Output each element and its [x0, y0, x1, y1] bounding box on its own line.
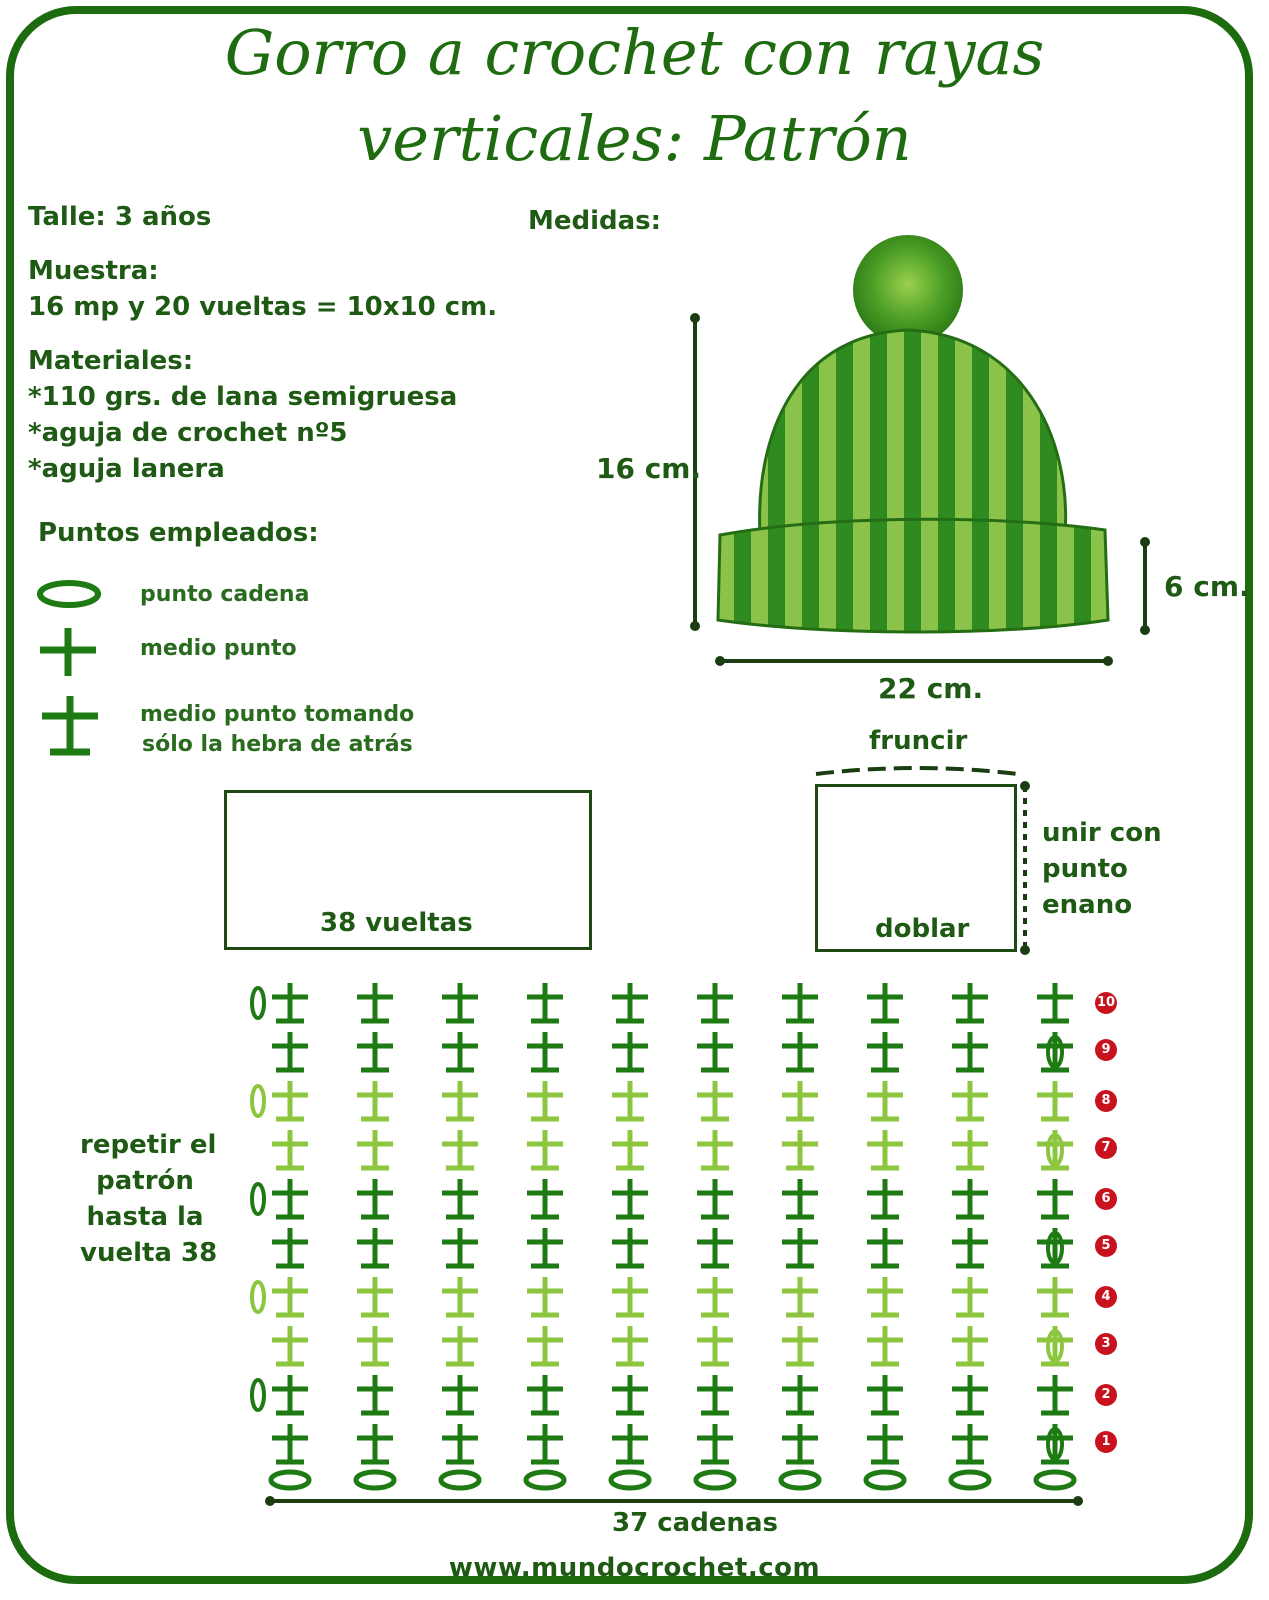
row-number-badge: 8	[1095, 1090, 1117, 1112]
page-title-line2: verticales: Patrón	[357, 102, 912, 175]
vueltas-label: 38 vueltas	[320, 908, 473, 938]
base-chain-stitch	[356, 1472, 394, 1488]
row-number-badge: 1	[1095, 1431, 1117, 1453]
page-title-line1: Gorro a crochet con rayas	[224, 16, 1045, 89]
repeat-note-3: hasta la	[86, 1202, 204, 1232]
material-item: *aguja de crochet nº5	[28, 418, 348, 448]
material-item: *aguja lanera	[28, 454, 225, 484]
back-loop-stitch-icon	[40, 694, 100, 758]
base-chain-stitch	[441, 1472, 479, 1488]
base-chain-stitch	[611, 1472, 649, 1488]
row-number-badge: 2	[1095, 1384, 1117, 1406]
base-chain-stitch	[781, 1472, 819, 1488]
doblar-label: doblar	[875, 914, 970, 944]
base-chain-stitch	[1036, 1472, 1074, 1488]
chain-oval-icon	[36, 578, 102, 610]
legend-chain-label: punto cadena	[140, 582, 310, 607]
join-note-line3: enano	[1042, 890, 1133, 920]
base-chain-stitch	[271, 1472, 309, 1488]
turning-chain	[252, 1282, 264, 1312]
row-number-badge: 3	[1095, 1333, 1117, 1355]
join-note-line1: unir con	[1042, 818, 1162, 848]
turning-chain	[252, 1086, 264, 1116]
brim-label: 6 cm.	[1164, 570, 1250, 603]
hat-illustration	[700, 235, 1140, 655]
gather-line	[812, 760, 1022, 782]
base-chain-line	[264, 1494, 1084, 1508]
base-chain-stitch	[866, 1472, 904, 1488]
width-measure-line	[714, 654, 1114, 668]
turning-chain	[252, 988, 264, 1018]
legend-title: Puntos empleados:	[38, 518, 319, 548]
turning-chain	[252, 1184, 264, 1214]
join-dotted-line	[1018, 780, 1032, 956]
height-label: 16 cm.	[596, 452, 702, 485]
width-label: 22 cm.	[878, 672, 984, 705]
turning-chain	[252, 1380, 264, 1410]
repeat-note-2: patrón	[96, 1166, 194, 1196]
repeat-note-1: repetir el	[80, 1130, 217, 1160]
row-number-badge: 9	[1095, 1039, 1117, 1061]
row-number-badge: 6	[1095, 1188, 1117, 1210]
stitch-chart	[240, 975, 1120, 1515]
brim-measure-line	[1138, 536, 1152, 636]
material-item: *110 grs. de lana semigruesa	[28, 382, 458, 412]
muestra-label: Muestra:	[28, 256, 159, 286]
medidas-label: Medidas:	[528, 206, 662, 236]
row-number-badge: 4	[1095, 1286, 1117, 1308]
plus-stitch-icon	[38, 626, 98, 678]
row-number-badge: 5	[1095, 1235, 1117, 1257]
row-number-badge: 10	[1095, 992, 1117, 1014]
legend-backloop-label-2: sólo la hebra de atrás	[142, 732, 413, 757]
repeat-note-4: vuelta 38	[80, 1238, 218, 1268]
base-chain-stitch	[951, 1472, 989, 1488]
footer-url: www.mundocrochet.com	[448, 1553, 821, 1583]
fruncir-label: fruncir	[869, 726, 968, 756]
materiales-label: Materiales:	[28, 346, 194, 376]
talle-text: Talle: 3 años	[28, 202, 212, 232]
legend-plus-label: medio punto	[140, 636, 297, 661]
row-number-badge: 7	[1095, 1137, 1117, 1159]
base-chain-stitch	[526, 1472, 564, 1488]
muestra-value: 16 mp y 20 vueltas = 10x10 cm.	[28, 292, 498, 322]
base-chain-label: 37 cadenas	[612, 1508, 778, 1538]
legend-backloop-label-1: medio punto tomando	[140, 702, 415, 727]
join-note-line2: punto	[1042, 854, 1128, 884]
base-chain-stitch	[696, 1472, 734, 1488]
